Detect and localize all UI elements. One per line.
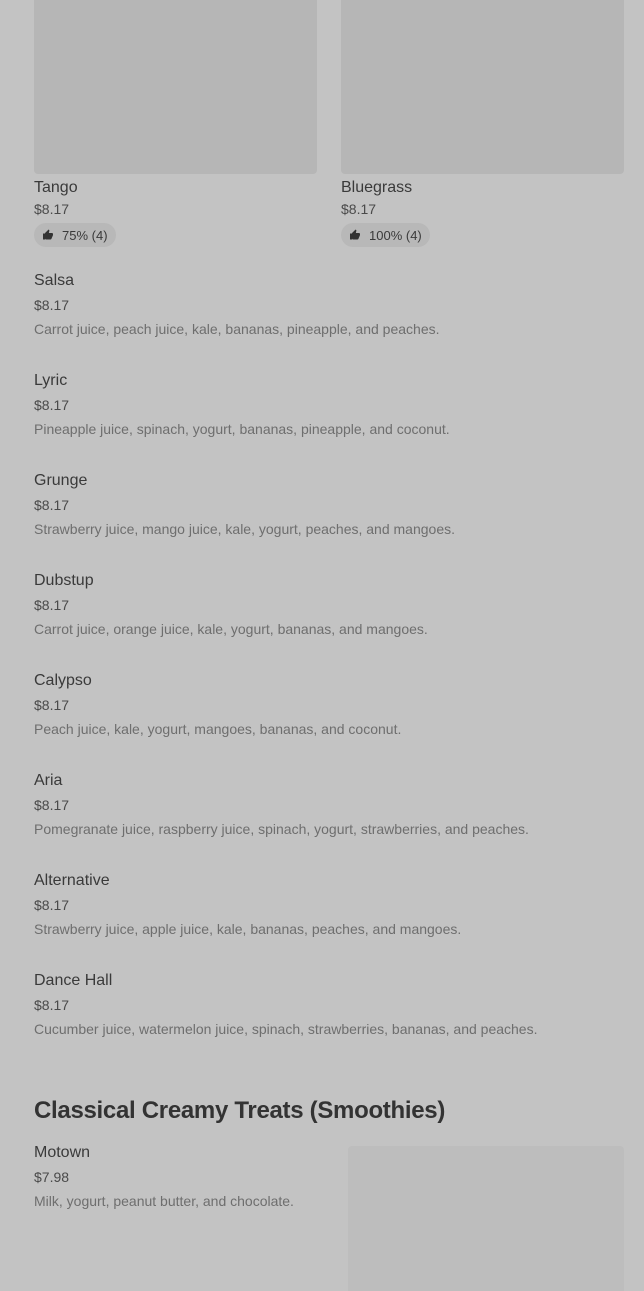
list-item[interactable]: [34, 370, 624, 470]
rating-text: 100% (4): [369, 227, 422, 243]
list-item[interactable]: [34, 570, 624, 670]
item-description: Strawberry juice, apple juice, kale, bananas, peaches, and mangoes.: [34, 921, 462, 937]
list-item[interactable]: [34, 970, 624, 1070]
rating-text: 75% (4): [62, 227, 108, 243]
item-price: $8.17: [34, 297, 70, 313]
item-name: Dubstup: [34, 572, 94, 589]
menu-item-list: [34, 270, 624, 1070]
list-item[interactable]: [34, 870, 624, 970]
item-price: $8.17: [341, 201, 377, 217]
item-name: Grunge: [34, 472, 88, 489]
item-image[interactable]: [341, 0, 624, 174]
featured-card-bluegrass[interactable]: [341, 0, 624, 247]
list-item[interactable]: [34, 770, 624, 870]
item-description: Carrot juice, orange juice, kale, yogurt, bananas, and mangoes.: [34, 621, 428, 637]
item-image[interactable]: [348, 1146, 624, 1291]
item-description: Strawberry juice, mango juice, kale, yogurt, peaches, and mangoes.: [34, 521, 456, 537]
list-item[interactable]: [34, 670, 624, 770]
item-image[interactable]: [34, 0, 317, 174]
list-item[interactable]: [34, 270, 624, 370]
item-name: Salsa: [34, 272, 75, 289]
item-description: Pineapple juice, spinach, yogurt, bananas, pineapple, and coconut.: [34, 421, 450, 437]
rating-badge: [34, 223, 116, 247]
thumbs-up-icon: [349, 229, 361, 241]
thumbs-up-icon: [42, 229, 54, 241]
item-description: Cucumber juice, watermelon juice, spinach, strawberries, bananas, and peaches.: [34, 1021, 538, 1037]
item-name: Tango: [34, 179, 78, 196]
featured-items: [34, 0, 624, 250]
list-item[interactable]: [34, 1142, 334, 1211]
item-price: $7.98: [34, 1169, 70, 1185]
item-price: $8.17: [34, 897, 70, 913]
item-price: $8.17: [34, 597, 70, 613]
item-name: Dance Hall: [34, 972, 113, 989]
item-description: Milk, yogurt, peanut butter, and chocolate.: [34, 1193, 294, 1209]
item-name: Aria: [34, 772, 63, 789]
item-price: $8.17: [34, 697, 70, 713]
item-price: $8.17: [34, 497, 70, 513]
item-name: Calypso: [34, 672, 92, 689]
item-price: $8.17: [34, 201, 70, 217]
item-description: Pomegranate juice, raspberry juice, spinach, yogurt, strawberries, and peaches.: [34, 821, 529, 837]
item-name: Motown: [34, 1144, 91, 1161]
item-description: Peach juice, kale, yogurt, mangoes, bananas, and coconut.: [34, 721, 402, 737]
item-name: Lyric: [34, 372, 68, 389]
item-price: $8.17: [34, 997, 70, 1013]
item-price: $8.17: [34, 397, 70, 413]
section-title: Classical Creamy Treats (Smoothies): [34, 1097, 446, 1124]
item-name: Bluegrass: [341, 179, 413, 196]
rating-badge: [341, 223, 430, 247]
item-description: Carrot juice, peach juice, kale, bananas, pineapple, and peaches.: [34, 321, 440, 337]
list-item[interactable]: [34, 470, 624, 570]
item-name: Alternative: [34, 872, 110, 889]
featured-card-tango[interactable]: [34, 0, 317, 247]
item-price: $8.17: [34, 797, 70, 813]
